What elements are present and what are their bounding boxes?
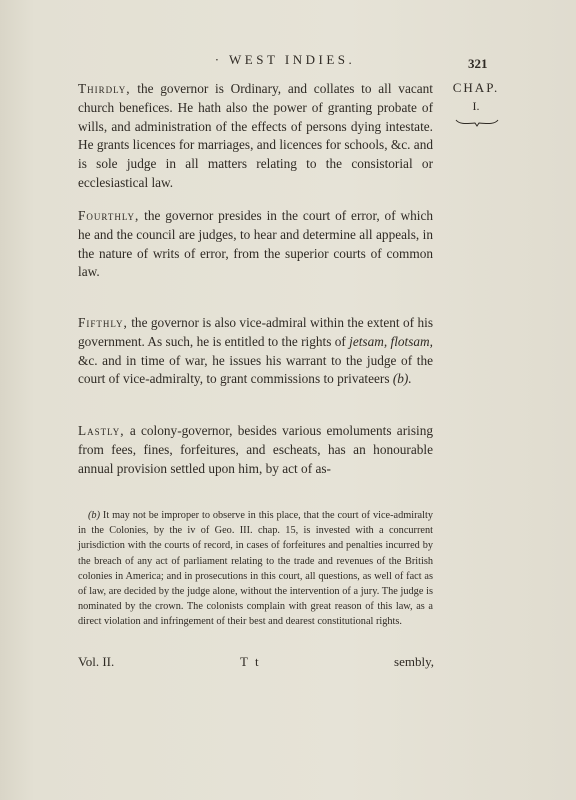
- footnote-marker: (b): [88, 510, 101, 521]
- paragraph-lead: Fifthly,: [78, 315, 128, 330]
- brace-icon: [455, 118, 499, 128]
- running-title: · WEST INDIES.: [214, 52, 356, 67]
- paragraph-lead: Lastly,: [78, 423, 125, 438]
- chapter-label: CHAP.: [452, 80, 500, 95]
- volume-label: Vol. II.: [78, 654, 115, 669]
- paragraph-fifthly: [78, 314, 433, 389]
- paragraph-text: the governor is also vice-admiral within the extent of his government. As such, he is entitled to the rights of: [78, 315, 433, 349]
- page-footer: [78, 654, 434, 672]
- paragraph-lead: Fourthly,: [78, 208, 140, 223]
- paragraph-text: the governor presides in the court of error, of which he and the council are judges, to hear and determine all appeals, in the nature of writs of error, from the superior courts of common law.: [78, 208, 433, 280]
- paragraph-lead: Thirdly,: [78, 81, 131, 96]
- paragraph-text: a colony-governor, besides various emoluments arising from fees, fines, forfeitures, and escheats, has an honourable annual provision settled upon him, by act of as-: [78, 423, 433, 476]
- footnote: [78, 508, 433, 630]
- signature-mark: T t: [240, 654, 261, 669]
- paragraph-thirdly: [78, 80, 433, 193]
- paragraph-text: &c. and in time of war, he issues his warrant to the judge of the court of vice-admiralty, to grant commissions to privateers: [78, 352, 433, 387]
- footnote-text: It may not be improper to observe in this place, that the court of vice-admiralty in the Colonies, by the iv of Geo. III. chap. 15, is invested with a concurrent jurisdiction with the courts of record, in cases of forfeitures and penalties incurred by the breach of any act of parliament relating to the trade and revenues of the British colonies in America; and in prosecutions in this court, all questions, as well of fact as of law, are decided by the judge alone, without the intervention of a jury. The judge is nominated by the crown. The colonists complain with great reason of this law, as a direct violation and infringement of their best and dearest constitutional rights.: [78, 510, 433, 628]
- italic-terms: jetsam, flotsam,: [349, 333, 433, 349]
- chapter-number: I.: [472, 99, 480, 113]
- paragraph-fourthly: [78, 207, 433, 282]
- paragraph-lastly: [78, 422, 433, 478]
- paragraph-text: the governor is Ordinary, and collates to all vacant church benefices. He hath also the power of granting probate of wills, and administration of the effects of persons dying intestate. He grants licences for marriages, and licences for schools, &c. and is sole judge in all matters relating to the consistorial or ecclesiastical law.: [78, 81, 433, 190]
- catchword: sembly,: [394, 654, 434, 669]
- footnote-reference: (b).: [392, 371, 412, 387]
- page-number: 321: [468, 56, 488, 71]
